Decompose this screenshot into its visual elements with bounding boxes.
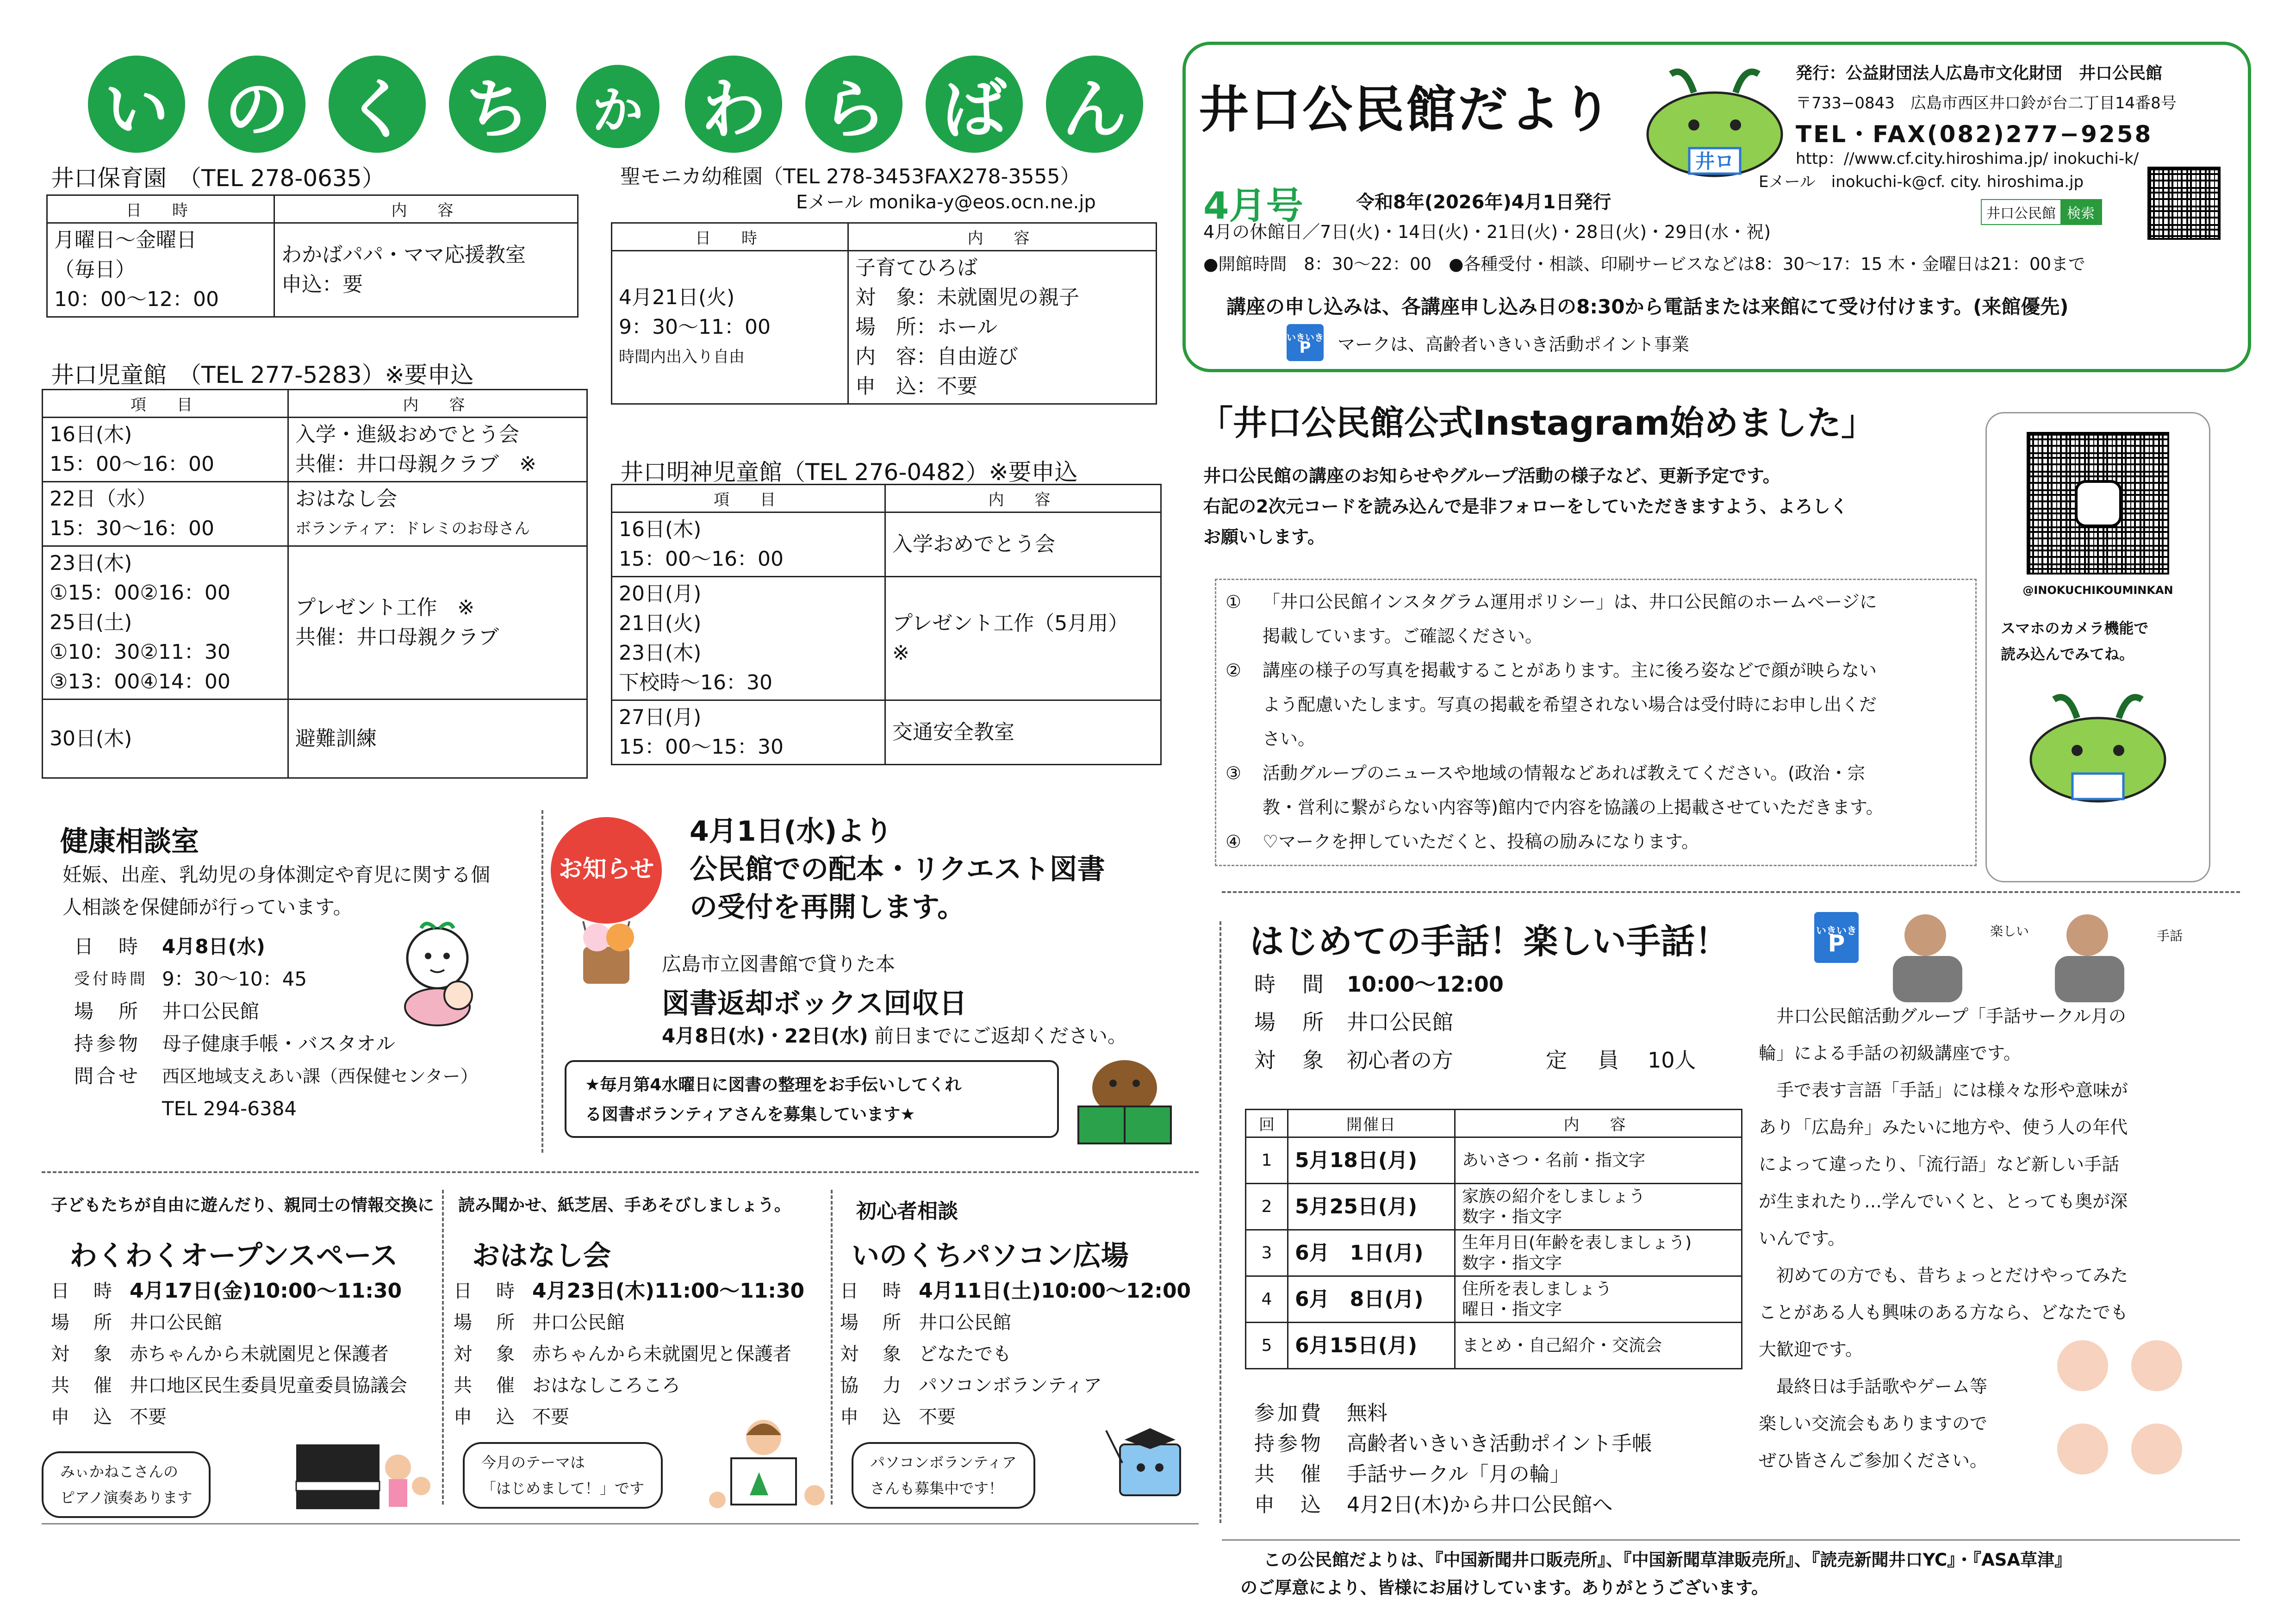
label: 申 込 [454, 1406, 517, 1428]
cell-line: ※ [892, 641, 909, 665]
qr-code-icon [2147, 167, 2221, 240]
cell-line: ③13：00④14：00 [50, 670, 230, 693]
closed-days: 4月の休館日／7日(火)・14日(火)・21日(火)・28日(火)・29日(水・祝) [1203, 222, 1771, 242]
table-row [43, 418, 587, 482]
text-line: あり「広島弁」みたいに地方や、使う人の年代 [1759, 1117, 2128, 1137]
label: 日 時 [51, 1280, 115, 1302]
hoikuen-title: 井口保育園 （TEL 278-0635） [51, 165, 385, 192]
library-dates-note: 前日までにご返却ください。 [874, 1024, 1127, 1047]
text-line: 読み込んでみてね。 [2001, 645, 2134, 663]
table-header: 項 目 [43, 390, 288, 418]
sign-language-photos-icon [1879, 907, 2203, 1005]
value: 4月11日(土)10:00〜12:00 [919, 1279, 1191, 1303]
label: 定 員 [1546, 1048, 1624, 1073]
cell-line: 16日(木) [619, 518, 702, 541]
text-line: の受付を再開します。 [690, 891, 965, 924]
kenko-desc [62, 859, 525, 924]
text-line: 「井口公民館インスタグラム運用ポリシー」は、井口公民館のホームページに [1263, 592, 1877, 612]
search-box[interactable] [1981, 199, 2102, 225]
reading-animal-icon [1069, 1056, 1180, 1148]
label: 場 所 [454, 1312, 517, 1333]
table-header: 開催日 [1288, 1110, 1455, 1137]
scan-note [1987, 597, 2209, 667]
label: 共 催 [51, 1375, 115, 1396]
cell-line: 16日(木) [50, 423, 132, 446]
ikiiki-note-text: マークは、高齢者いきいき活動ポイント事業 [1338, 334, 1690, 355]
label: 日 時 [840, 1280, 904, 1302]
table-row [1246, 1137, 1742, 1184]
cell-line: 子育てひろば [855, 256, 977, 280]
value: 10人 [1648, 1048, 1696, 1073]
table-cell: 2 [1246, 1184, 1288, 1230]
hand-signs-icon [2046, 1333, 2198, 1491]
text-line: が生まれたり…学んでいくと、とっても奥が深 [1759, 1191, 2128, 1212]
cell-line: プレゼント工作（5月用） [892, 612, 1129, 635]
instagram-intro [1203, 461, 1990, 552]
note-number: ④ [1226, 831, 1242, 852]
text-line: 最終日は手話歌やゲーム等 [1759, 1376, 1988, 1397]
masthead-char: ら [805, 56, 902, 153]
ohanashi-details [454, 1275, 833, 1433]
label: 持参物 [1254, 1432, 1324, 1455]
masthead-char: く [329, 56, 426, 153]
text-line: さんも募集中です！ [870, 1480, 1004, 1497]
volunteer-scroll [565, 1060, 1059, 1138]
masthead-char: の [208, 56, 305, 153]
cell-line: 申 込：不要 [855, 375, 977, 398]
search-name: 井口公民館 [1982, 200, 2060, 224]
cell-line: 15：00〜15：30 [619, 735, 784, 759]
label: 受付時間 [74, 970, 148, 988]
library-dates: 4月8日(水)・22日(水) [662, 1024, 868, 1047]
value: 井口公民館 [919, 1312, 1011, 1333]
text-line: 教・営利に繋がらない内容等)館内で内容を協議の上掲載させていただきます。 [1263, 797, 1884, 818]
table-header: 内 容 [1455, 1110, 1742, 1137]
value: 高齢者いきいき活動ポイント手帳 [1347, 1432, 1652, 1455]
label: 共 催 [1254, 1462, 1324, 1486]
table-row [43, 546, 587, 700]
value: 井口公民館 [162, 1000, 260, 1023]
cell-line: 交通安全教室 [892, 720, 1014, 744]
value: 無料 [1347, 1401, 1388, 1425]
ikiiki-point-icon [1814, 912, 1859, 963]
table-header: 内 容 [274, 195, 578, 223]
table-header: 内 容 [885, 485, 1161, 512]
table-cell: 5月25日(月) [1288, 1184, 1455, 1230]
cell-line: 23日(木) [50, 551, 132, 575]
label: 場 所 [74, 1000, 141, 1023]
text-line: さい。 [1263, 729, 1316, 749]
value: 10:00〜12:00 [1347, 972, 1504, 997]
value: 井口公民館 [532, 1312, 625, 1333]
header-url[interactable]: http：//www.cf.city.hiroshima.jp/ inokuchi-k/ [1796, 150, 2139, 168]
cell-line: あいさつ・名前・指文字 [1462, 1150, 1646, 1170]
header-address: 〒733−0843 広島市西区井口鈴が台二丁目14番8号 [1796, 94, 2177, 112]
cell-line: 4月21日(火) [619, 286, 735, 309]
cell-line: 25日(土) [50, 611, 132, 634]
label: 場 所 [1254, 1010, 1326, 1035]
instagram-notes [1215, 579, 1977, 866]
text-line: 活動グループのニュースや地域の情報などあれば教えてください。(政治・宗 [1263, 763, 1865, 783]
shuwa-info [1254, 965, 1696, 1079]
cell-line: 15：00〜16：00 [619, 547, 784, 571]
table-row [1246, 1323, 1742, 1369]
value: 井口公民館 [130, 1312, 222, 1333]
value: 初心者の方 [1347, 1048, 1453, 1073]
value: 赤ちゃんから未就園児と保護者 [130, 1343, 389, 1365]
cell-line: 数字・指文字 [1462, 1253, 1562, 1273]
table-header: 項 目 [612, 485, 885, 512]
mascot-icon [1638, 56, 1791, 181]
cell-line: ①10：30②11：30 [50, 640, 230, 664]
value: どなたでも [919, 1343, 1011, 1365]
hoikuen-table [46, 194, 579, 318]
ohanashi-lead: 読み聞かせ、紙芝居、手あそびしましょう。 [458, 1196, 791, 1215]
cell-line: プレゼント工作 ※ [295, 596, 475, 619]
kenko-title: 健康相談室 [60, 825, 199, 858]
label: 場 所 [840, 1312, 904, 1333]
piano-icon [287, 1426, 435, 1518]
shuwa-title: はじめての手話！楽しい手話！ [1250, 922, 1729, 962]
table-cell: 5 [1246, 1323, 1288, 1369]
cell-line: 入学・進級おめでとう会 [295, 423, 519, 446]
text-line: 右記の2次元コードを読み込んで是非フォローをしていただきますよう、よろしく [1203, 496, 1848, 517]
jidokan-table [42, 389, 588, 779]
label-shuwa: 手話 [2157, 928, 2183, 943]
table-header: 回 [1246, 1110, 1288, 1137]
text-line: 井口公民館の講座のお知らせやグループ活動の様子など、更新予定です。 [1203, 466, 1780, 486]
text-line: 輪」による手話の初級講座です。 [1759, 1043, 2021, 1063]
text-line: 「はじめまして！」です [481, 1480, 645, 1497]
text-line: る図書ボランティアさんを募集しています★ [585, 1105, 915, 1124]
computer-mascot-icon [1097, 1421, 1199, 1514]
shuwa-schedule-table [1245, 1109, 1742, 1369]
opening-hours: ●開館時間 8：30〜22：00 ●各種受付・相談、印刷サービスなどは8：30〜17：15 木・金曜日は21：00まで [1203, 254, 2086, 274]
myojin-title: 井口明神児童館（TEL 276-0482）※要申込 [620, 459, 1078, 486]
label: 申 込 [51, 1406, 115, 1428]
value: 4月17日(金)10:00〜11:30 [130, 1279, 402, 1303]
text-line: お願いします。 [1203, 527, 1325, 547]
text-line: 妊娠、出産、乳幼児の身体測定や育児に関する個 [62, 863, 491, 886]
label: 申 込 [1254, 1493, 1324, 1517]
label: 対 象 [1254, 1048, 1326, 1073]
value: 西区地域支えあい課（西保健センター） [162, 1066, 478, 1087]
cell-line: 数字・指文字 [1462, 1207, 1562, 1226]
cell-line: 22日（水） [50, 487, 157, 511]
table-cell: 1 [1246, 1137, 1288, 1184]
cell-line: ①15：00②16：00 [50, 581, 230, 605]
mascot-icon [2022, 681, 2174, 806]
instagram-account: @INOKUCHIKOUMINKAN [2022, 584, 2173, 597]
label: 場 所 [51, 1312, 115, 1333]
cell-line: 23日(木) [619, 641, 702, 665]
cell-line: 生年月日(年齢を表しましょう) [1462, 1233, 1692, 1252]
label: 対 象 [840, 1343, 904, 1365]
table-row [612, 700, 1161, 765]
table-cell: 6月15日(月) [1288, 1323, 1455, 1369]
label: 対 象 [454, 1343, 517, 1365]
cell-line: 共催：井口母親クラブ [295, 625, 499, 649]
issue-number: 4月号 [1203, 184, 1303, 227]
storyteller-icon [708, 1417, 828, 1518]
table-row [43, 700, 587, 778]
label: 申 込 [840, 1406, 904, 1428]
ikiiki-point-icon [1287, 324, 1324, 361]
note-number: ③ [1226, 763, 1242, 783]
cell-line: 20日(月) [619, 582, 702, 606]
value: 9：30〜10：45 [162, 968, 307, 990]
cell-line: 入学おめでとう会 [892, 532, 1055, 556]
table-cell [612, 251, 848, 404]
pc-details [840, 1275, 1229, 1433]
table-row [612, 577, 1161, 700]
cell-line: 住所を表しましょう [1462, 1279, 1612, 1299]
note-number: ② [1226, 660, 1242, 681]
header-tel: TEL・FAX(082)277−9258 [1796, 121, 2153, 148]
text-line: 手で表す言語「手話」には様々な形や意味が [1759, 1080, 2128, 1100]
text-line: この公民館だよりは、『中国新聞井口販売所』、『中国新聞草津販売所』、『読売新聞井口YC』・『ASA草津』 [1263, 1550, 2072, 1570]
text-line: パソコンボランティア [870, 1454, 1017, 1471]
value: 母子健康手帳・バスタオル [162, 1032, 396, 1055]
value: 4月23日(木)11:00〜11:30 [532, 1279, 805, 1303]
ohanashi-bubble [463, 1442, 663, 1509]
table-cell [848, 251, 1157, 404]
label: 参加費 [1254, 1401, 1324, 1425]
table-cell: 5月18日(月) [1288, 1137, 1455, 1184]
text-line: 公民館での配本・リクエスト図書 [690, 853, 1105, 886]
library-headline [690, 812, 1105, 926]
openspace-lead: 子どもたちが自由に遊んだり、親同士の情報交換に [51, 1196, 435, 1215]
masthead-char: わ [685, 56, 782, 153]
table-row [43, 482, 587, 546]
issue-date: 令和8年(2026年)4月1日発行 [1356, 192, 1612, 213]
masthead-char: ん [1046, 56, 1143, 153]
cell-line: 内 容：自由遊び [855, 345, 1018, 369]
label: 協 力 [840, 1375, 904, 1396]
cell-line: 避難訓練 [295, 726, 377, 750]
pc-bubble [852, 1442, 1035, 1509]
value: 不要 [919, 1406, 956, 1428]
label: 対 象 [51, 1343, 115, 1365]
text-line: ピアノ演奏あります [60, 1489, 193, 1506]
text-line: 掲載しています。ご確認ください。 [1263, 626, 1543, 646]
svg-text:お知らせ: お知らせ [558, 856, 654, 883]
pc-lead: 初心者相談 [856, 1199, 958, 1223]
text-line: 人相談を保健師が行っています。 [62, 896, 353, 918]
instagram-qr-code-icon [2027, 432, 2169, 575]
openspace-bubble [42, 1451, 211, 1518]
table-row [1246, 1184, 1742, 1230]
ikiiki-icon-text: いきいき [1816, 925, 1857, 937]
library-sub: 広島市立図書館で貸りた本 [662, 953, 896, 975]
value: 不要 [532, 1406, 569, 1428]
value: 手話サークル「月の輪」 [1347, 1462, 1570, 1486]
label: 日 時 [74, 935, 141, 958]
table-cell: 3 [1246, 1230, 1288, 1276]
text-line: 井口公民館活動グループ「手話サークル月の [1759, 1006, 2126, 1026]
label: 日 時 [454, 1280, 517, 1302]
cell-line: 申込：要 [281, 273, 363, 296]
value: 井口地区民生委員児童委員協議会 [130, 1375, 407, 1396]
balloon-notice-icon [546, 815, 666, 991]
cell-line: （毎日） [54, 258, 136, 281]
text-line: 楽しい交流会もありますので [1759, 1413, 1988, 1434]
ikiiki-icon-mark: P [1299, 338, 1311, 357]
table-header: 日 時 [612, 223, 848, 251]
cell-line: 共催：井口母親クラブ ※ [295, 452, 536, 476]
baby-mascot-icon [393, 921, 486, 1028]
text-line: ★毎月第4水曜日に図書の整理をお手伝いしてくれ [585, 1075, 962, 1094]
table-row [1246, 1276, 1742, 1323]
openspace-title: わくわくオープンスペース [69, 1240, 398, 1272]
table-row [612, 512, 1161, 577]
monica-title: 聖モニカ幼稚園（TEL 278-3453FAX278-3555） [620, 165, 1081, 188]
text-line: スマホのカメラ機能で [2001, 619, 2149, 637]
cell-line: おはなし会 [295, 487, 397, 511]
cell-line: 場 所：ホール [855, 315, 998, 339]
cell-line: 月曜日〜金曜日 [54, 228, 197, 252]
ikiiki-icon-mark: P [1828, 930, 1845, 957]
masthead-char: ば [926, 56, 1023, 153]
text-line: 今月のテーマは [481, 1454, 585, 1471]
monica-table [611, 222, 1157, 405]
cell-line: 時間内出入り自由 [619, 348, 745, 366]
value: おはなしころころ [532, 1375, 680, 1396]
label: 共 催 [454, 1375, 517, 1396]
label: 持参物 [74, 1032, 141, 1055]
ohanashi-title: おはなし会 [472, 1240, 611, 1272]
label: 問合せ [74, 1065, 141, 1087]
ikiiki-note [1287, 324, 1689, 361]
masthead-char: ち [449, 56, 546, 153]
library-dates-line [662, 1021, 1127, 1049]
cell-line: まとめ・自己紹介・交流会 [1462, 1336, 1662, 1355]
cell-line: 家族の紹介をしましょう [1462, 1187, 1646, 1206]
monica-email: Eメール monika-y@eos.ocn.ne.jp [796, 192, 1096, 213]
cell-line: 曜日・指文字 [1462, 1299, 1562, 1319]
value: パソコンボランティア [919, 1375, 1102, 1396]
cell-line: 下校時〜16：30 [619, 671, 772, 694]
svg-text:井ロ: 井ロ [1695, 150, 1735, 173]
cell-line: 21日(火) [619, 612, 702, 635]
apply-note: 講座の申し込みは、各講座申し込み日の8:30から電話または来館にて受け付けます。(来館優先) [1226, 295, 2069, 318]
qr-card [1985, 412, 2210, 882]
value: 4月8日(水) [162, 935, 265, 958]
table-row [1246, 1230, 1742, 1276]
text-line: 4月1日(水)より [690, 815, 893, 848]
text-line: ことがある人も興味のある方なら、どなたでも [1759, 1302, 2128, 1323]
cell-line: 10：00〜12：00 [54, 287, 219, 311]
value: 不要 [130, 1406, 167, 1428]
cell-line: わかばパパ・ママ応援教室 [281, 243, 526, 267]
table-cell [47, 223, 274, 317]
openspace-details [51, 1275, 449, 1433]
shuwa-extra [1254, 1398, 1652, 1520]
jidokan-title: 井口児童館 （TEL 277-5283）※要申込 [51, 362, 474, 388]
cell-line: 15：30〜16：00 [50, 517, 214, 540]
text-line: 大歓迎です。 [1759, 1339, 1863, 1360]
label-tanoshii: 楽しい [1990, 924, 2029, 939]
cell-line: 15：00〜16：00 [50, 452, 214, 476]
masthead-char: か [576, 65, 660, 148]
text-line: ぜひ皆さんご参加ください。 [1759, 1450, 1988, 1471]
text-line: 初めての方でも、昔ちょっとだけやってみた [1759, 1265, 2128, 1286]
table-header: 内 容 [288, 390, 587, 418]
cell-line: 9：30〜11：00 [619, 315, 771, 339]
header-publisher: 発行：公益財団法人広島市文化財団 井口公民館 [1796, 64, 2163, 83]
cell-line: 対 象：未就園児の親子 [855, 286, 1079, 309]
text-line: によって違ったり、「流行語」など新しい手話 [1759, 1154, 2120, 1174]
pc-title: いのくちパソコン広場 [852, 1240, 1129, 1272]
table-cell: 6月 1日(月) [1288, 1230, 1455, 1276]
value: 赤ちゃんから未就園児と保護者 [532, 1343, 791, 1365]
table-header: 日 時 [47, 195, 274, 223]
footer-thanks [1240, 1546, 2072, 1602]
value: 井口公民館 [1347, 1010, 1453, 1035]
header-title: 井口公民館だより [1199, 81, 1614, 139]
instagram-title: 「井口公民館公式Instagram始めました」 [1199, 403, 1876, 443]
table-cell: 6月 8日(月) [1288, 1276, 1455, 1323]
value: TEL 294-6384 [162, 1097, 297, 1120]
library-box-title: 図書返却ボックス回収日 [662, 987, 967, 1020]
cell-line: 27日(月) [619, 706, 702, 729]
text-line: いんです。 [1759, 1228, 1845, 1249]
value: 4月2日(木)から井口公民館へ [1347, 1493, 1613, 1517]
header-email[interactable]: Eメール inokuchi-k@cf. city. hiroshima.jp [1759, 173, 2084, 191]
text-line: のご厚意により、皆様にお届けしています。ありがとうございます。 [1240, 1578, 1769, 1598]
text-line: よう配慮いたします。写真の掲載を希望されない場合は受付時にお申し出くだ [1263, 694, 1877, 715]
table-cell [274, 223, 578, 317]
cell-line: 30日(木) [50, 726, 132, 750]
search-button[interactable]: 検索 [2060, 200, 2101, 224]
note-number: ① [1226, 592, 1242, 612]
text-line: みぃかねこさんの [60, 1463, 179, 1480]
text-line: ♡マークを押していただくと、投稿の励みになります。 [1263, 831, 1699, 852]
label: 時 間 [1254, 972, 1326, 997]
cell-line: ボランティア：ドレミのお母さん [295, 519, 530, 538]
table-cell: 4 [1246, 1276, 1288, 1323]
myojin-table [611, 484, 1162, 765]
text-line: 講座の様子の写真を掲載することがあります。主に後ろ姿などで顔が映らない [1263, 660, 1877, 681]
ikiiki-icon-text: いきいき [1287, 332, 1324, 343]
masthead-char: い [88, 56, 185, 153]
table-header: 内 容 [848, 223, 1157, 251]
